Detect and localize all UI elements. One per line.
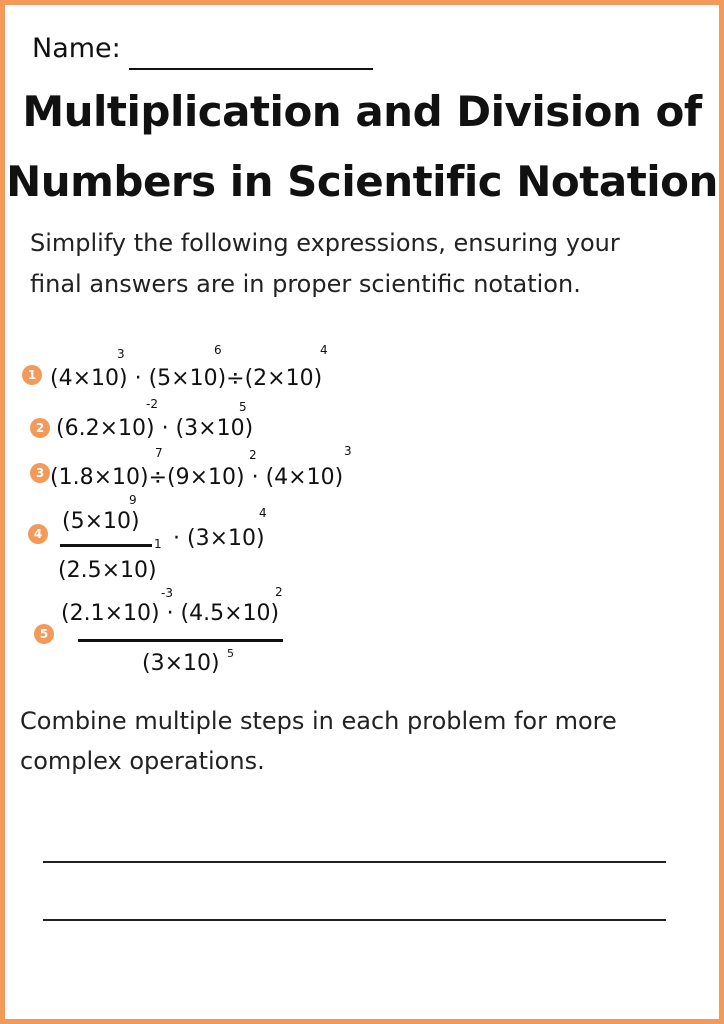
name-blank-line[interactable] <box>129 68 373 70</box>
closing-note-line-2: complex operations. <box>20 747 265 775</box>
problem-3-exponent-2: 2 <box>249 448 257 462</box>
worksheet-title-line-1: Multiplication and Division of <box>22 87 702 136</box>
problem-number-badge: 2 <box>30 418 50 438</box>
problem-5-numerator-exponent-1: -3 <box>161 586 173 600</box>
answer-line-2[interactable] <box>43 919 666 921</box>
problem-3-exponent-3: 3 <box>344 444 352 458</box>
instructions-line-1: Simplify the following expressions, ensuring your <box>30 229 620 257</box>
problem-4-multiplier-exponent: 4 <box>259 506 267 520</box>
name-label: Name: <box>32 33 121 64</box>
problem-3-expression: (1.8×10)÷(9×10) · (4×10) <box>50 465 344 490</box>
problem-4-numerator-exponent: 9 <box>129 493 137 507</box>
answer-line-1[interactable] <box>43 861 666 863</box>
problem-5-fraction-bar <box>78 639 283 642</box>
problem-5-denominator-exponent: 5 <box>227 647 234 660</box>
problem-5-numerator: (2.1×10) · (4.5×10) <box>61 601 280 626</box>
worksheet-title-line-2: Numbers in Scientific Notation <box>6 157 718 206</box>
problem-1-exponent-1: 3 <box>117 347 125 361</box>
problem-number-badge: 3 <box>30 463 50 483</box>
problem-number-badge: 5 <box>34 624 54 644</box>
problem-1-exponent-2: 6 <box>214 343 222 357</box>
problem-2-exponent-1: -2 <box>146 397 158 411</box>
closing-note-line-1: Combine multiple steps in each problem for more <box>20 707 617 735</box>
problem-number-badge: 1 <box>22 365 42 385</box>
problem-4-denominator: (2.5×10) <box>58 558 157 583</box>
problem-5-denominator: (3×10) <box>142 651 220 676</box>
problem-5-numerator-exponent-2: 2 <box>275 585 283 599</box>
problem-1-exponent-3: 4 <box>320 343 328 357</box>
instructions-line-2: final answers are in proper scientific notation. <box>30 270 581 298</box>
problem-1-expression: (4×10) · (5×10)÷(2×10) <box>50 366 323 391</box>
problem-3-exponent-1: 7 <box>155 446 163 460</box>
problem-4-numerator: (5×10) <box>62 509 140 534</box>
problem-4-denominator-exponent: 1 <box>154 537 162 551</box>
problem-4-fraction-bar <box>60 544 152 547</box>
problem-2-expression: (6.2×10) · (3×10) <box>56 416 254 441</box>
problem-4-multiplier: · (3×10) <box>173 526 265 551</box>
problem-2-exponent-2: 5 <box>239 400 247 414</box>
problem-number-badge: 4 <box>28 524 48 544</box>
